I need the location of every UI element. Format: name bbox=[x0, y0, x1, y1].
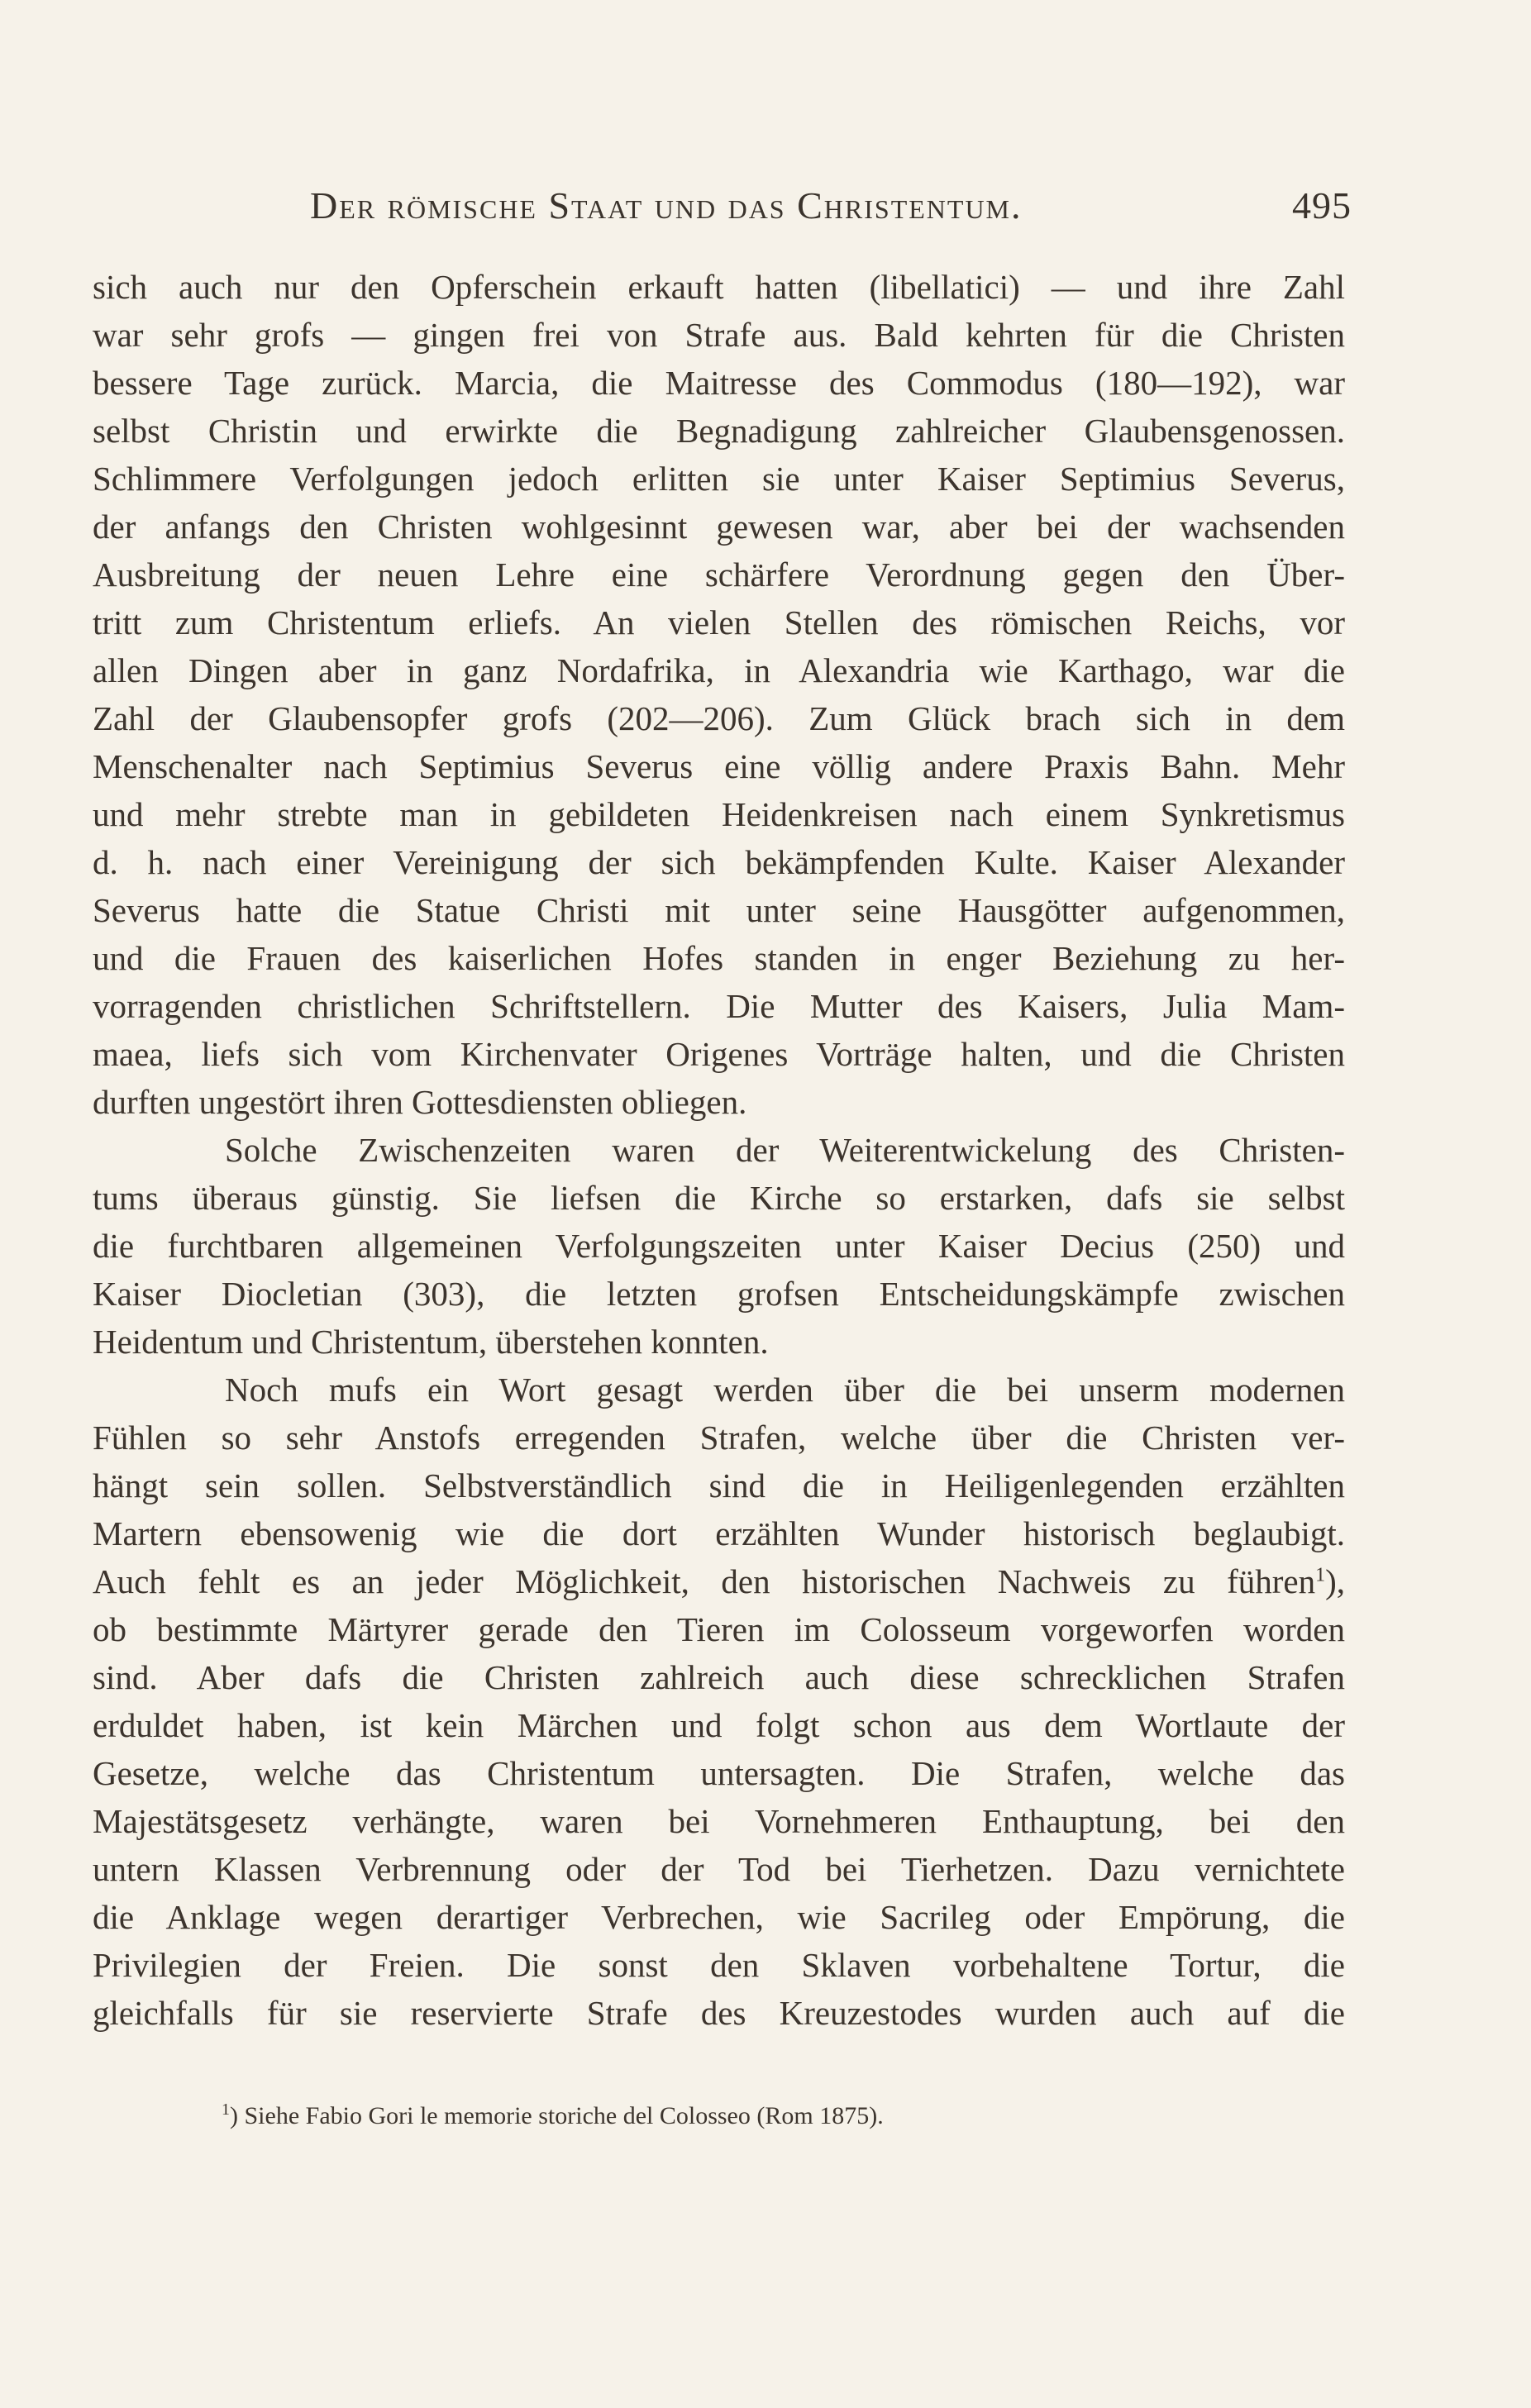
text-line-content: Martern ebensowenig wie die dort erzählten Wunder historisch beglaubigt. bbox=[93, 1514, 1345, 1552]
text-line-content: war sehr grofs — gingen frei von Strafe aus. Bald kehrten für die Christen bbox=[93, 316, 1345, 354]
text-line bbox=[93, 1797, 1345, 1845]
text-line-content: Severus hatte die Statue Christi mit unter seine Hausgötter aufgenommen, bbox=[93, 891, 1345, 929]
text-line bbox=[93, 1414, 1345, 1461]
text-line bbox=[93, 1989, 1345, 2037]
text-line-tail: ), bbox=[1325, 1562, 1345, 1600]
text-line bbox=[93, 646, 1345, 694]
text-line-content: Auch fehlt es an jeder Möglichkeit, den historischen Nachweis zu führen bbox=[93, 1562, 1316, 1600]
footnote-text: ) Siehe Fabio Gori le memorie storiche del Colosseo (Rom 1875). bbox=[230, 2102, 884, 2129]
text-line-content: und mehr strebte man in gebildeten Heidenkreisen nach einem Synkretismus bbox=[93, 795, 1345, 833]
text-line-content: Zahl der Glaubensopfer grofs (202—206). Zum Glück brach sich in dem bbox=[93, 699, 1345, 737]
text-line bbox=[93, 551, 1345, 598]
text-line bbox=[93, 1366, 1345, 1414]
text-line bbox=[93, 1461, 1345, 1509]
text-line bbox=[93, 886, 1345, 934]
text-line-content: maea, liefs sich vom Kirchenvater Origenes Vorträge halten, und die Christen bbox=[93, 1035, 1345, 1073]
body-text bbox=[93, 263, 1345, 2037]
text-line bbox=[93, 1222, 1345, 1270]
text-line bbox=[93, 503, 1345, 551]
text-line-content: sich auch nur den Opferschein erkauft hatten (libellatici) — und ihre Zahl bbox=[93, 268, 1345, 306]
text-line bbox=[93, 1749, 1345, 1797]
text-line-content: tums überaus günstig. Sie liefsen die Kirche so erstarken, dafs sie selbst bbox=[93, 1179, 1345, 1217]
text-line bbox=[93, 1557, 1345, 1605]
text-line-content: Gesetze, welche das Christentum untersagten. Die Strafen, welche das bbox=[93, 1754, 1345, 1792]
text-line-content: Noch mufs ein Wort gesagt werden über die bei unserm modernen bbox=[225, 1371, 1345, 1409]
text-line-content: Solche Zwischenzeiten waren der Weiterentwickelung des Christen- bbox=[225, 1131, 1345, 1169]
text-line bbox=[93, 790, 1345, 838]
text-line-content: hängt sein sollen. Selbstverständlich sind die in Heiligenlegenden erzählten bbox=[93, 1466, 1345, 1504]
text-line bbox=[93, 1078, 1345, 1126]
text-line bbox=[93, 1605, 1345, 1653]
text-line bbox=[93, 1174, 1345, 1222]
text-line bbox=[93, 1030, 1345, 1078]
text-line bbox=[93, 982, 1345, 1030]
page-number: 495 bbox=[1292, 184, 1352, 226]
text-line bbox=[93, 359, 1345, 407]
text-line-content: allen Dingen aber in ganz Nordafrika, in Alexandria wie Karthago, war die bbox=[93, 651, 1345, 689]
text-line-content: die furchtbaren allgemeinen Verfolgungszeiten unter Kaiser Decius (250) und bbox=[93, 1227, 1345, 1265]
text-line-content: der anfangs den Christen wohlgesinnt gewesen war, aber bei der wachsenden bbox=[93, 508, 1345, 546]
text-line-content: sind. Aber dafs die Christen zahlreich auch diese schrecklichen Strafen bbox=[93, 1658, 1345, 1696]
text-line bbox=[93, 598, 1345, 646]
text-line bbox=[93, 263, 1345, 311]
text-line bbox=[93, 1701, 1345, 1749]
text-line-content: ob bestimmte Märtyrer gerade den Tieren im Colosseum vorgeworfen worden bbox=[93, 1610, 1345, 1648]
text-line bbox=[93, 311, 1345, 359]
text-line bbox=[93, 742, 1345, 790]
text-line-content: Fühlen so sehr Anstofs erregenden Strafen, welche über die Christen ver- bbox=[93, 1419, 1345, 1457]
text-line-content: erduldet haben, ist kein Märchen und folgt schon aus dem Wortlaute der bbox=[93, 1706, 1345, 1744]
text-line bbox=[93, 455, 1345, 503]
text-line bbox=[93, 694, 1345, 742]
text-line-content: Majestätsgesetz verhängte, waren bei Vornehmeren Enthauptung, bei den bbox=[93, 1802, 1345, 1840]
text-line bbox=[93, 934, 1345, 982]
text-line bbox=[93, 1653, 1345, 1701]
text-line-content: vorragenden christlichen Schriftstellern. Die Mutter des Kaisers, Julia Mam- bbox=[93, 987, 1345, 1025]
footnote-reference: 1 bbox=[1315, 1564, 1326, 1586]
text-line-content: und die Frauen des kaiserlichen Hofes standen in enger Beziehung zu her- bbox=[93, 939, 1345, 977]
text-line-content: Ausbreitung der neuen Lehre eine schärfere Verordnung gegen den Über- bbox=[93, 556, 1345, 594]
text-line-content: untern Klassen Verbrennung oder der Tod bei Tierhetzen. Dazu vernichtete bbox=[93, 1850, 1345, 1888]
text-line-content: Menschenalter nach Septimius Severus eine völlig andere Praxis Bahn. Mehr bbox=[93, 747, 1345, 785]
text-line bbox=[93, 1270, 1345, 1318]
text-line-content: Heidentum und Christentum, überstehen konnten. bbox=[93, 1323, 769, 1361]
text-line-content: Kaiser Diocletian (303), die letzten grofsen Entscheidungskämpfe zwischen bbox=[93, 1275, 1345, 1313]
text-line bbox=[93, 1941, 1345, 1989]
footnote-marker: 1 bbox=[222, 2100, 230, 2119]
text-line-content: tritt zum Christentum erliefs. An vielen Stellen des römischen Reichs, vor bbox=[93, 603, 1345, 641]
text-line-content: Privilegien der Freien. Die sonst den Sklaven vorbehaltene Tortur, die bbox=[93, 1946, 1345, 1984]
text-line-content: Schlimmere Verfolgungen jedoch erlitten sie unter Kaiser Septimius Severus, bbox=[93, 460, 1345, 498]
footnote bbox=[222, 2100, 1131, 2133]
text-line-content: bessere Tage zurück. Marcia, die Maitresse des Commodus (180—192), war bbox=[93, 364, 1345, 402]
text-line bbox=[93, 1509, 1345, 1557]
running-head bbox=[310, 184, 1352, 233]
text-line bbox=[93, 1845, 1345, 1893]
text-line bbox=[93, 1126, 1345, 1174]
running-title: Der römische Staat und das Christentum. bbox=[310, 184, 1023, 226]
text-line-content: die Anklage wegen derartiger Verbrechen, wie Sacrileg oder Empörung, die bbox=[93, 1898, 1345, 1936]
text-line bbox=[93, 407, 1345, 455]
text-line-content: d. h. nach einer Vereinigung der sich bekämpfenden Kulte. Kaiser Alexander bbox=[93, 843, 1345, 881]
text-line bbox=[93, 1893, 1345, 1941]
text-line-content: durften ungestört ihren Gottesdiensten obliegen. bbox=[93, 1083, 747, 1121]
text-line bbox=[93, 1318, 1345, 1366]
text-line bbox=[93, 838, 1345, 886]
text-line-content: selbst Christin und erwirkte die Begnadigung zahlreicher Glaubensgenossen. bbox=[93, 412, 1345, 450]
text-line-content: gleichfalls für sie reservierte Strafe des Kreuzestodes wurden auch auf die bbox=[93, 1994, 1345, 2032]
